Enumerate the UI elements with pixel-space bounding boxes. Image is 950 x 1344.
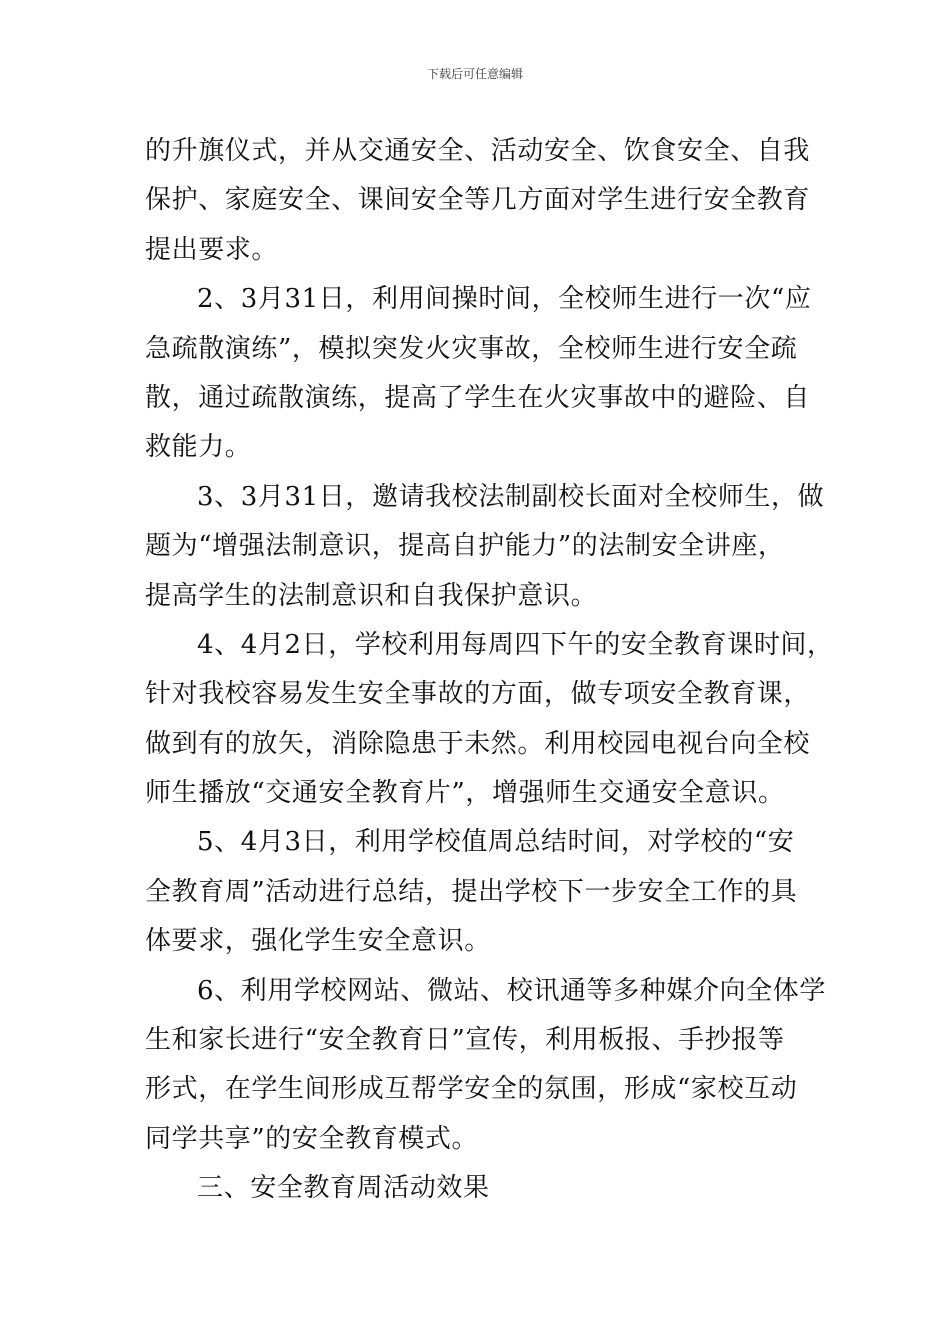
text-line: 体要求，强化学生安全意识。 [145, 926, 491, 957]
paragraph-item-4 [145, 621, 834, 819]
text-line: 形式，在学生间形成互帮学安全的氛围，形成“家校互动 [145, 1074, 798, 1105]
section-heading-activity-results [145, 1164, 810, 1213]
text-line: 提高学生的法制意识和自我保护意识。 [145, 580, 598, 611]
paragraph-item-6 [145, 967, 826, 1165]
paragraph-item-3 [145, 473, 825, 621]
text-line: 散，通过疏散演练，提高了学生在火灾事故中的避险、自 [145, 382, 811, 413]
paragraph-item-5 [145, 818, 810, 966]
text-line: 3、3月31日，邀请我校法制副校长面对全校师生，做 [197, 481, 825, 512]
text-line: 保护、家庭安全、课间安全等几方面对学生进行安全教育 [145, 185, 811, 216]
text-line: 生和家长进行“安全教育日”宣传，利用板报、手抄报等 [145, 1025, 785, 1056]
paragraph-flag-ceremony-continuation [145, 127, 810, 275]
text-line: 的升旗仪式，并从交通安全、活动安全、饮食安全、自我 [145, 136, 811, 166]
text-line: 2、3月31日，利用间操时间，全校师生进行一次“应 [197, 284, 812, 315]
section-heading-text: 三、安全教育周活动效果 [197, 1173, 490, 1204]
document-body [145, 127, 834, 1214]
paragraph-item-2 [145, 275, 810, 473]
text-line: 4、4月2日，学校利用每周四下午的安全教育课时间， [197, 629, 834, 660]
text-line: 6、利用学校网站、微站、校讯通等多种媒介向全体学 [197, 975, 826, 1006]
text-line: 针对我校容易发生安全事故的方面，做专项安全教育课， [145, 679, 811, 710]
page-header-note: 下载后可任意编辑 [426, 67, 523, 81]
text-line: 救能力。 [145, 432, 252, 463]
text-line: 全教育周”活动进行总结，提出学校下一步安全工作的具 [145, 876, 798, 907]
text-line: 题为“增强法制意识，提高自护能力”的法制安全讲座， [145, 531, 785, 562]
text-line: 提出要求。 [145, 234, 279, 265]
text-line: 急疏散演练”，模拟突发火灾事故，全校师生进行安全疏 [145, 333, 798, 364]
text-line: 5、4月3日，利用学校值周总结时间，对学校的“安 [197, 827, 795, 858]
text-line: 同学共享”的安全教育模式。 [145, 1123, 479, 1154]
text-line: 师生播放“交通安全教育片”，增强师生交通安全意识。 [145, 778, 785, 809]
text-line: 做到有的放矢，消除隐患于未然。利用校园电视台向全校 [145, 728, 811, 759]
